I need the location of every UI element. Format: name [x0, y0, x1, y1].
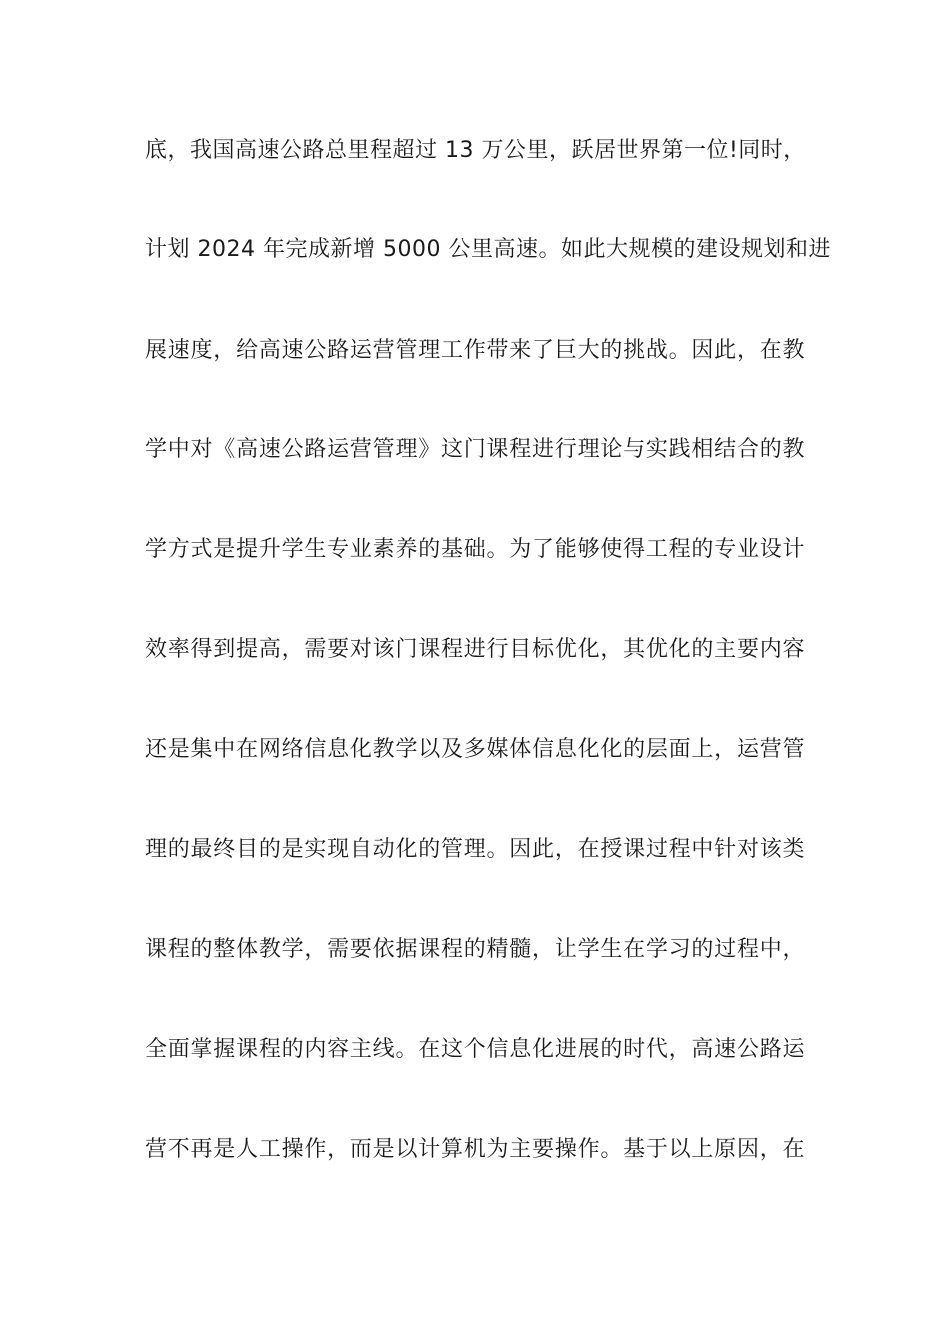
paragraph-line: 课程的整体教学，需要依据课程的精髓，让学生在学习的过程中， — [145, 937, 805, 962]
paragraph-line: 全面掌握课程的内容主线。在这个信息化进展的时代，高速公路运 — [145, 1037, 805, 1062]
paragraph-line: 还是集中在网络信息化教学以及多媒体信息化化的层面上，运营管 — [145, 737, 805, 762]
paragraph-line: 展速度，给高速公路运营管理工作带来了巨大的挑战。因此，在教 — [145, 338, 805, 363]
paragraph-line: 学中对《高速公路运营管理》这门课程进行理论与实践相结合的教 — [145, 437, 805, 462]
paragraph-line: 效率得到提高，需要对该门课程进行目标优化，其优化的主要内容 — [145, 637, 805, 662]
paragraph-line: 学方式是提升学生专业素养的基础。为了能够使得工程的专业设计 — [145, 537, 805, 562]
paragraph-line: 营不再是人工操作，而是以计算机为主要操作。基于以上原因，在 — [145, 1137, 805, 1162]
paragraph-line: 计划 2024 年完成新增 5000 公里高速。如此大规模的建设规划和进 — [145, 237, 831, 262]
paragraph-line: 底，我国高速公路总里程超过 13 万公里，跃居世界第一位!同时， — [145, 138, 806, 163]
paragraph-line: 理的最终目的是实现自动化的管理。因此，在授课过程中针对该类 — [145, 837, 805, 862]
